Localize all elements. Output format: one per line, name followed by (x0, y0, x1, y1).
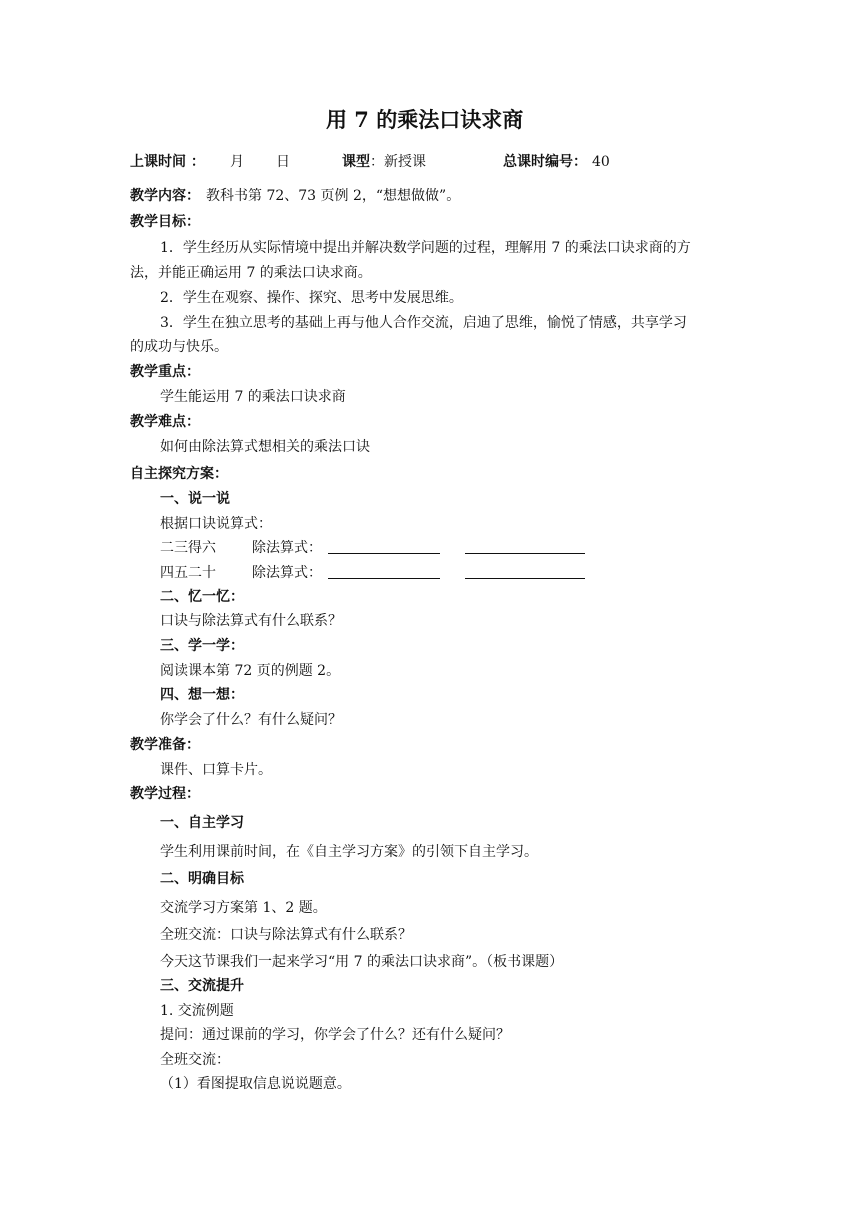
goal-3-line-1: 3．学生在独立思考的基础上再与他人合作交流，启迪了思维，愉悦了情感，共享学习 (160, 315, 687, 331)
process-section-2-text-1: 交流学习方案第 1、2 题。 (160, 900, 327, 916)
day-label: 日 (276, 154, 290, 170)
class-time-label: 上课时间 ： (130, 154, 205, 170)
explore-section-1-title: 一、说一说 (160, 491, 230, 507)
total-hours-label: 总课时编号： (503, 154, 587, 170)
explore-section-4-text: 你学会了什么？有什么疑问？ (160, 712, 342, 728)
answer-blank-2b[interactable] (465, 564, 585, 582)
division-label-2: 除法算式： (252, 565, 322, 581)
difficulty-text: 如何由除法算式想相关的乘法口诀 (160, 439, 370, 455)
content-label: 教学内容： (130, 188, 200, 204)
division-label-1: 除法算式： (252, 540, 322, 556)
class-type-value: ：新授课 (370, 154, 426, 170)
month-label: 月 (230, 154, 244, 170)
difficulty-label: 教学难点： (130, 414, 200, 430)
answer-blank-1b[interactable] (465, 539, 585, 557)
total-hours-value: 40 (592, 154, 610, 170)
process-section-3-discussion: 全班交流： (160, 1052, 230, 1068)
process-section-3-item-1: （1）看图提取信息说说题意。 (160, 1076, 351, 1092)
key-point-label: 教学重点： (130, 364, 200, 380)
process-section-2-title: 二、明确目标 (160, 871, 244, 887)
key-point-text: 学生能运用 7 的乘法口诀求商 (160, 389, 346, 405)
process-section-2-text-2: 全班交流：口诀与除法算式有什么联系？ (160, 927, 412, 943)
content-text: 教科书第 72、73 页例 2，“想想做做”。 (206, 188, 461, 204)
verse-row-1: 二三得六 (160, 540, 216, 556)
answer-blank-1a[interactable] (328, 539, 440, 557)
process-label: 教学过程： (130, 786, 200, 802)
explore-section-1-intro: 根据口诀说算式： (160, 516, 272, 532)
explore-section-2-title: 二、忆一忆： (160, 589, 244, 605)
class-type-label: 课型 (342, 154, 370, 170)
goal-3-line-2: 的成功与快乐。 (130, 339, 228, 355)
prep-label: 教学准备： (130, 737, 200, 753)
explore-section-4-title: 四、想一想： (160, 687, 244, 703)
process-section-1-text: 学生利用课前时间，在《自主学习方案》的引领下自主学习。 (160, 844, 538, 860)
process-section-3-sub-1: 1. 交流例题 (160, 1003, 234, 1019)
explore-section-3-title: 三、学一学： (160, 638, 244, 654)
goal-1-line-2: 法，并能正确运用 7 的乘法口诀求商。 (130, 265, 372, 281)
explore-section-3-text: 阅读课本第 72 页的例题 2。 (160, 663, 341, 679)
goals-label: 教学目标： (130, 214, 200, 230)
process-section-2-text-3: 今天这节课我们一起来学习“用 7 的乘法口诀求商”。（板书课题） (160, 954, 564, 970)
goal-2: 2．学生在观察、操作、探究、思考中发展思维。 (160, 290, 463, 306)
process-section-3-question: 提问：通过课前的学习，你学会了什么？还有什么疑问？ (160, 1027, 510, 1043)
verse-row-2: 四五二十 (160, 565, 216, 581)
answer-blank-2a[interactable] (328, 564, 440, 582)
prep-text: 课件、口算卡片。 (160, 762, 272, 778)
process-section-3-title: 三、交流提升 (160, 978, 244, 994)
explore-label: 自主探究方案： (130, 466, 228, 482)
goal-1-line-1: 1．学生经历从实际情境中提出并解决数学问题的过程，理解用 7 的乘法口诀求商的方 (160, 240, 691, 256)
explore-section-2-text: 口诀与除法算式有什么联系？ (160, 613, 342, 629)
process-section-1-title: 一、自主学习 (160, 815, 244, 831)
page-title: 用 7 的乘法口诀求商 (326, 107, 524, 132)
